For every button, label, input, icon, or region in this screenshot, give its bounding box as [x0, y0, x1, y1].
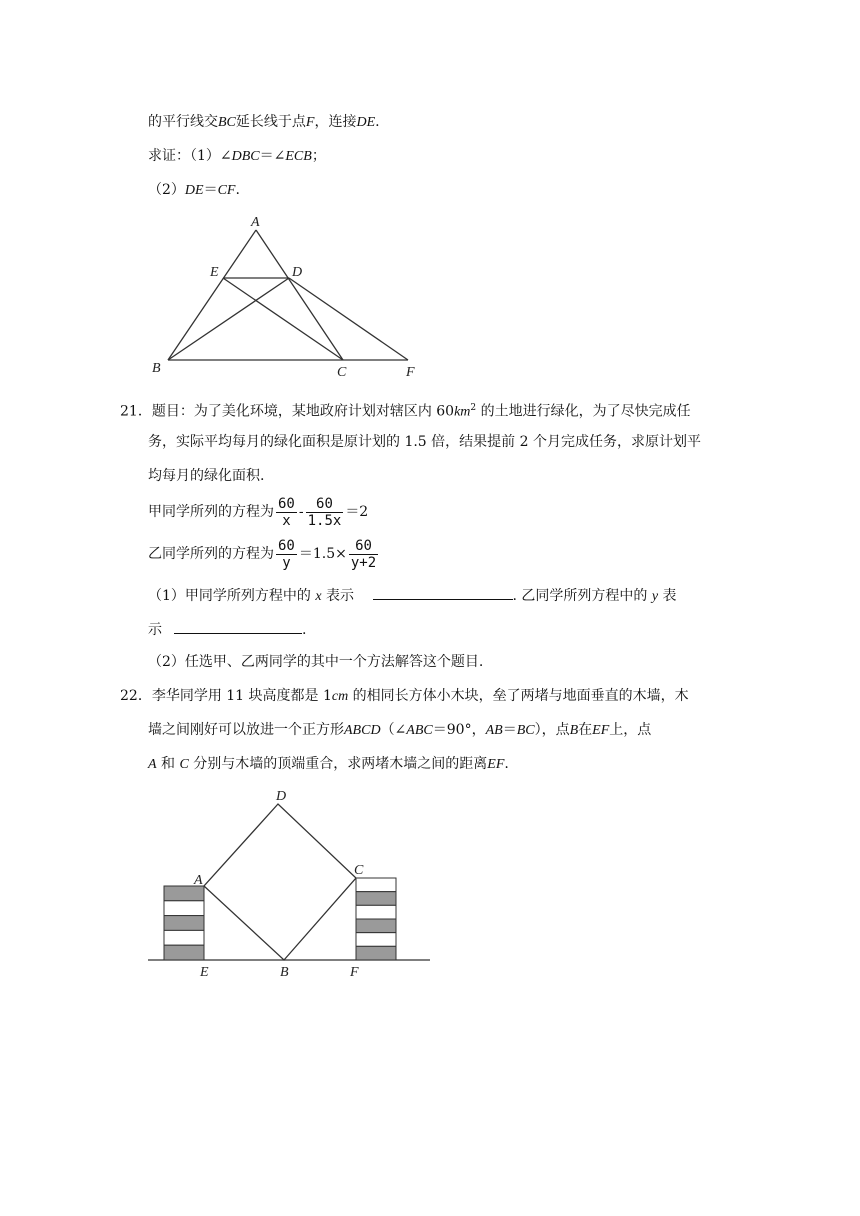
label-b: B	[280, 965, 289, 980]
p21-line3: 均每月的绿化面积.	[148, 468, 265, 484]
left-wall	[164, 886, 204, 960]
fraction: $\frac{60}{1.5x}$	[307, 495, 342, 529]
p21-q1-line2: 示 .	[148, 618, 306, 640]
p21-q2-line: （2）任选甲、乙两同学的其中一个方法解答这个题目.	[148, 654, 484, 670]
label-f: F	[350, 965, 359, 980]
p21-q1-line1: （1）甲同学所列方程中的 x 表示 . 乙同学所列方程中的 y 表	[148, 584, 677, 607]
jia-equation: 甲同学所列的方程为 $\frac{60}{x}$ - $\frac{60}{1.5x}$ ＝2	[148, 495, 369, 529]
p21-line1: 21．题目：为了美化环境，某地政府计划对辖区内 $60km^2$ 的土地进行绿化，为了尽快完成任	[120, 403, 691, 420]
label-c: C	[354, 863, 364, 878]
segment-ec	[223, 278, 343, 360]
label-e: E	[200, 965, 209, 980]
fraction: $\frac{60}{y+2}$	[350, 537, 377, 571]
square-abcd	[204, 804, 356, 960]
label-b: B	[152, 361, 161, 376]
label-a: A	[194, 873, 203, 888]
segment-df	[289, 278, 408, 360]
answer-blank	[373, 584, 513, 600]
segment-ac	[256, 230, 343, 360]
p22-line3: A 和 C 分别与木墙的顶端重合，求两堵木墙之间的距离EF.	[148, 756, 509, 772]
p21-line2: 务，实际平均每月的绿化面积是原计划的 1.5 倍，结果提前 2 个月完成任务，求原计划平	[148, 434, 701, 450]
p20-prove-line: 求证：（1）∠DBC＝∠ECB；	[148, 148, 326, 164]
walls-square-figure	[146, 784, 436, 984]
label-d: D	[292, 265, 303, 280]
p20-part2-line: （2）DE＝CF.	[148, 182, 240, 198]
fraction: $\frac{60}{x}$	[278, 495, 295, 529]
segment-bd	[168, 278, 289, 360]
label-f: F	[406, 365, 415, 380]
segment-ab	[168, 230, 256, 360]
label-a: A	[251, 215, 260, 230]
answer-blank	[174, 618, 302, 634]
yi-equation: 乙同学所列的方程为 $\frac{60}{y}$ ＝1.5× $\frac{60}{y+2}$	[148, 537, 377, 571]
p22-line1: 22．李华同学用 11 块高度都是 1cm 的相同长方体小木块，垒了两堵与地面垂直的木墙，木	[120, 688, 689, 704]
triangle-figure	[146, 210, 426, 380]
label-e: E	[210, 265, 219, 280]
label-c: C	[337, 365, 347, 380]
p22-line2: 墙之间刚好可以放进一个正方形ABCD（∠ABC＝90°，AB＝BC），点B在EF上，点	[148, 722, 652, 738]
p20-line1: 的平行线交BC延长线于点F，连接DE.	[148, 114, 380, 130]
right-wall	[356, 878, 396, 960]
fraction: $\frac{60}{y}$	[278, 537, 295, 571]
label-d: D	[276, 789, 287, 804]
